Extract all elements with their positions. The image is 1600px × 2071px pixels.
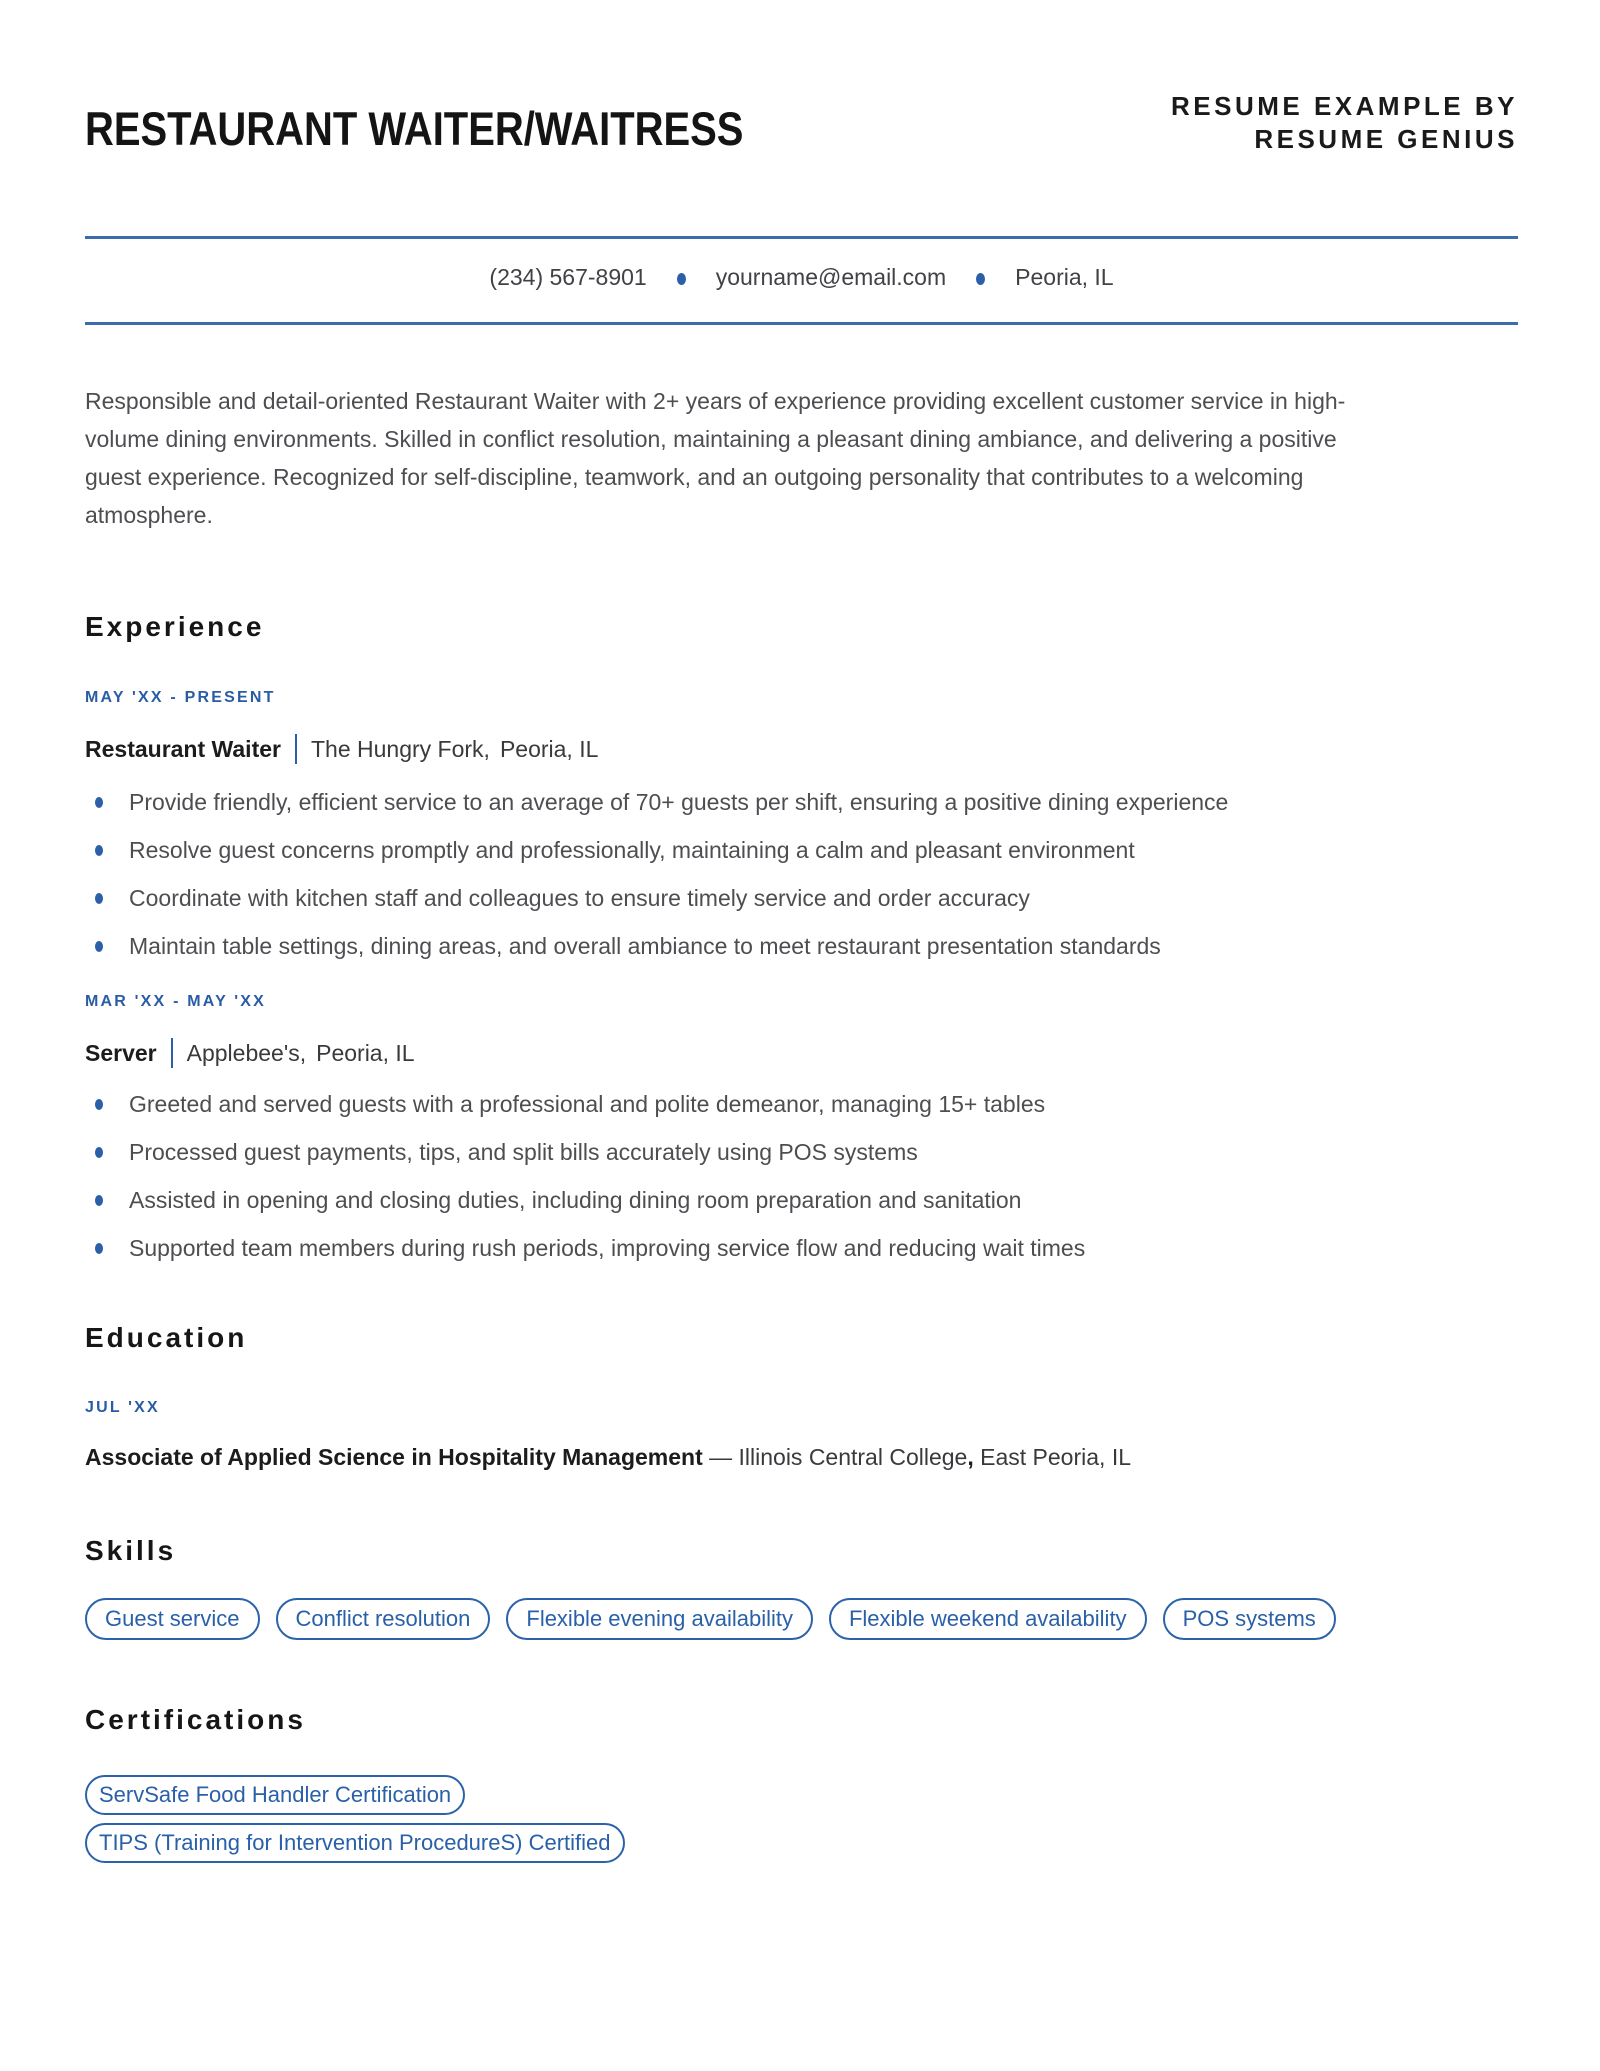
list-item bbox=[85, 884, 1518, 913]
bullet-text: Assisted in opening and closing duties, including dining room preparation and sanitation bbox=[129, 1187, 1022, 1213]
dot-separator-icon bbox=[976, 273, 985, 285]
job-entry bbox=[85, 992, 1518, 1263]
summary-paragraph: Responsible and detail-oriented Restaurant Waiter with 2+ years of experience providing excellent customer service in high-volume dining environments. Skilled in conflict resolution, maintaining a pleasant dining ambiance, and delivering a positive guest experience. Recognized for self-discipline, teamwork, and an outgoing personality that contributes to a welcoming atmosphere. bbox=[85, 388, 1346, 528]
bullet-text: Processed guest payments, tips, and split bills accurately using POS systems bbox=[129, 1139, 918, 1165]
degree-name: Associate of Applied Science in Hospitality Management bbox=[85, 1444, 703, 1470]
school-name: Illinois Central College bbox=[738, 1444, 968, 1470]
vertical-divider bbox=[295, 734, 297, 764]
header bbox=[85, 90, 1518, 156]
brand-attribution bbox=[1171, 90, 1518, 156]
bullet-icon bbox=[95, 1195, 103, 1206]
school-comma: , bbox=[967, 1444, 974, 1470]
brand-line-1: RESUME EXAMPLE BY bbox=[1171, 91, 1518, 121]
bullet-text: Coordinate with kitchen staff and colleagues to ensure timely service and order accuracy bbox=[129, 885, 1030, 911]
job-bullet-list bbox=[85, 1090, 1518, 1263]
contact-bar bbox=[85, 262, 1518, 292]
job-dates: MAY 'XX - PRESENT bbox=[85, 689, 276, 706]
skill-pill: Flexible evening availability bbox=[506, 1598, 813, 1640]
job-company: Applebee's, bbox=[186, 1040, 307, 1066]
certification-pill: TIPS (Training for Intervention ProcedureS) Certified bbox=[85, 1823, 625, 1863]
section-heading-education: Education bbox=[85, 1322, 248, 1353]
skill-pill: Guest service bbox=[85, 1598, 260, 1640]
contact-location: Peoria, IL bbox=[1015, 264, 1114, 290]
job-company: The Hungry Fork, bbox=[310, 736, 490, 762]
contact-email: yourname@email.com bbox=[715, 264, 947, 290]
section-heading-certifications: Certifications bbox=[85, 1704, 306, 1735]
section-heading-skills: Skills bbox=[85, 1535, 177, 1566]
bullet-icon bbox=[95, 845, 103, 856]
list-item bbox=[85, 788, 1518, 817]
em-dash-separator: — bbox=[709, 1444, 733, 1470]
bullet-icon bbox=[95, 941, 103, 952]
list-item bbox=[85, 836, 1518, 865]
dot-separator-icon bbox=[677, 273, 686, 285]
job-title-line bbox=[85, 734, 1518, 764]
bullet-icon bbox=[95, 1099, 103, 1110]
job-bullet-list bbox=[85, 788, 1518, 961]
job-title-line bbox=[85, 1038, 1518, 1068]
education-degree-line bbox=[85, 1442, 1518, 1472]
job-location: Peoria, IL bbox=[499, 736, 599, 762]
bullet-text: Maintain table settings, dining areas, and overall ambiance to meet restaurant presentation standards bbox=[129, 933, 1161, 959]
list-item bbox=[85, 932, 1518, 961]
skill-pill: Flexible weekend availability bbox=[829, 1598, 1147, 1640]
bullet-icon bbox=[95, 1243, 103, 1254]
vertical-divider bbox=[171, 1038, 173, 1068]
bullet-text: Supported team members during rush periods, improving service flow and reducing wait times bbox=[129, 1235, 1086, 1261]
bullet-text: Resolve guest concerns promptly and professionally, maintaining a calm and pleasant environment bbox=[129, 837, 1135, 863]
bullet-icon bbox=[95, 1147, 103, 1158]
bullet-text: Greeted and served guests with a professional and polite demeanor, managing 15+ tables bbox=[129, 1091, 1046, 1117]
brand-line-2: RESUME GENIUS bbox=[1254, 124, 1518, 154]
certification-pill: ServSafe Food Handler Certification bbox=[85, 1775, 465, 1815]
school-location: East Peoria, IL bbox=[980, 1444, 1131, 1470]
skills-pill-list bbox=[85, 1598, 1365, 1640]
skill-pill: Conflict resolution bbox=[276, 1598, 491, 1640]
page-title: RESTAURANT WAITER/WAITRESS bbox=[85, 102, 744, 155]
education-dates: JUL 'XX bbox=[85, 1399, 160, 1416]
section-heading-experience: Experience bbox=[85, 611, 265, 642]
skill-pill: POS systems bbox=[1163, 1598, 1336, 1640]
job-dates: MAR 'XX - MAY 'XX bbox=[85, 993, 267, 1010]
job-title: Restaurant Waiter bbox=[85, 736, 281, 762]
bullet-icon bbox=[95, 797, 103, 808]
bullet-text: Provide friendly, efficient service to an average of 70+ guests per shift, ensuring a positive dining experience bbox=[129, 789, 1229, 815]
certifications-pill-list bbox=[85, 1775, 1518, 1863]
job-location: Peoria, IL bbox=[316, 1040, 415, 1066]
divider-header bbox=[85, 236, 1518, 239]
contact-phone: (234) 567-8901 bbox=[489, 264, 647, 290]
divider-contact bbox=[85, 322, 1518, 325]
job-title: Server bbox=[85, 1040, 157, 1066]
list-item bbox=[85, 1186, 1518, 1215]
list-item bbox=[85, 1138, 1518, 1167]
list-item bbox=[85, 1234, 1518, 1263]
bullet-icon bbox=[95, 893, 103, 904]
job-entry bbox=[85, 688, 1518, 961]
list-item bbox=[85, 1090, 1518, 1119]
